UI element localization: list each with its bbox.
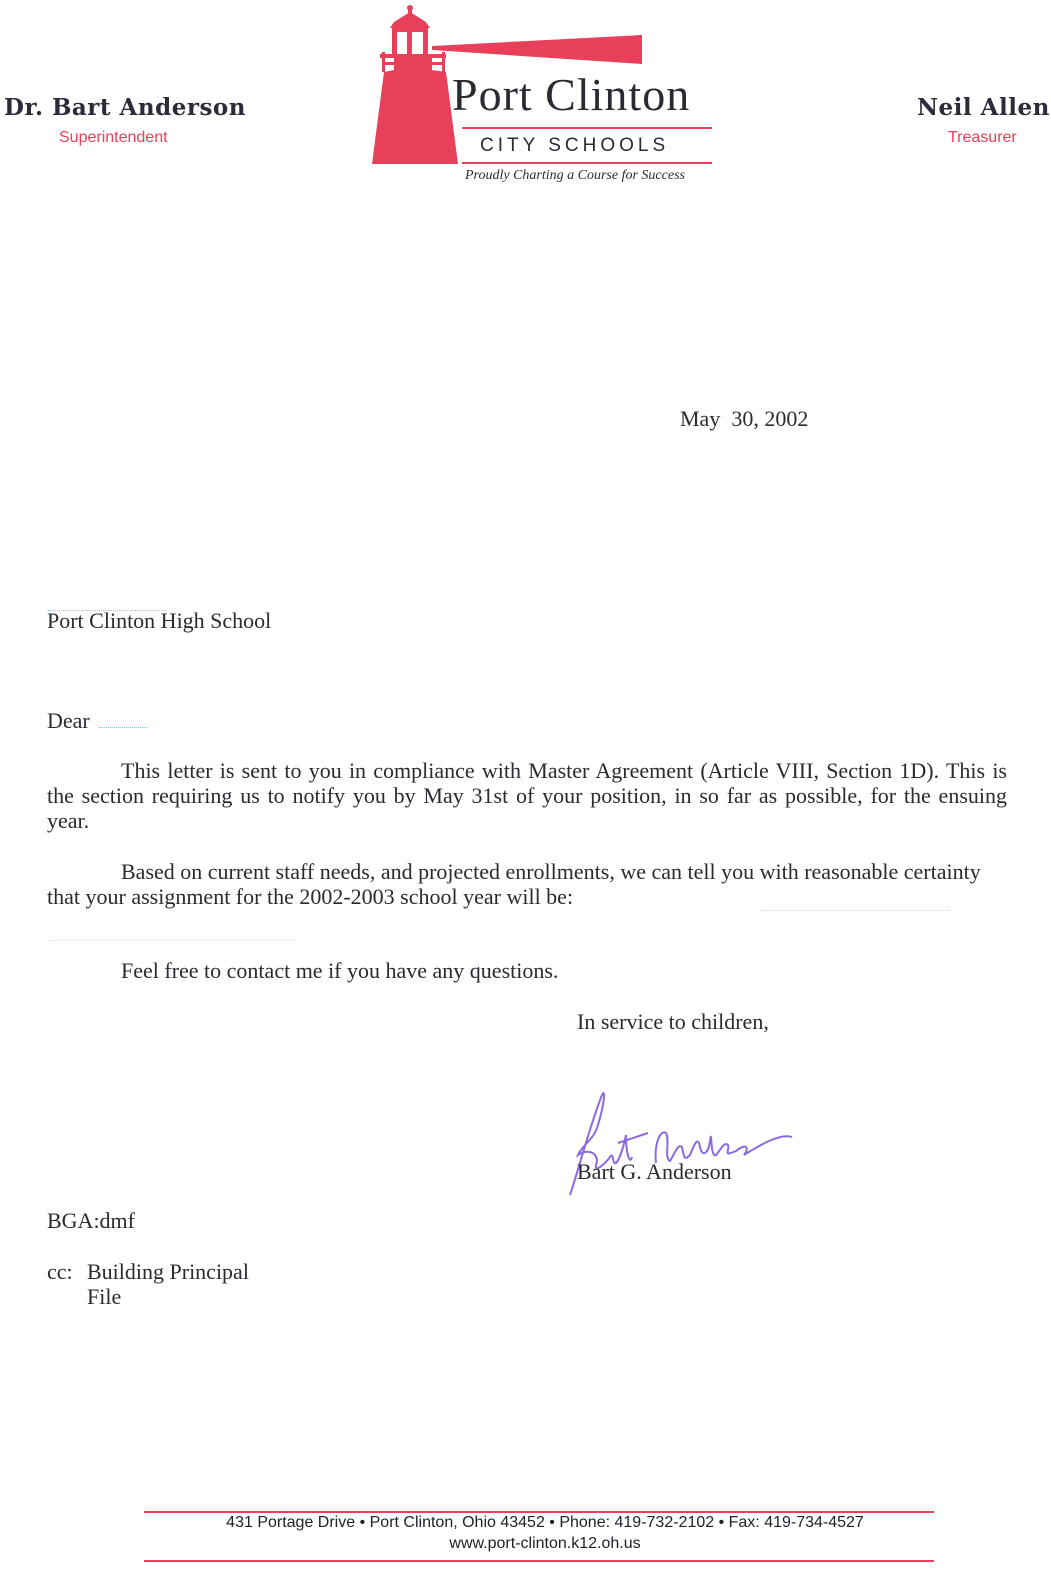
paragraph-compliance: This letter is sent to you in compliance with Master Agreement (Article VIII, Section 1D). This is the section requiring us to notify you by May 31st of your position, in so far as possible, for the ensuing year. (47, 758, 1007, 833)
logo-title: Port Clinton (452, 69, 691, 120)
logo-subtitle: CITY SCHOOLS (480, 135, 670, 156)
cc-item: File (87, 1284, 122, 1309)
redacted-assignment (760, 898, 950, 916)
typist-initials: BGA:dmf (47, 1208, 135, 1233)
district-logo (370, 2, 720, 192)
cc-item: Building Principal (87, 1259, 249, 1284)
recipient-school: Port Clinton High School (47, 608, 272, 633)
redacted-salutation-name (99, 727, 147, 728)
treasurer-title: Treasurer (948, 129, 1017, 146)
logo-tagline: Proudly Charting a Course for Success (465, 168, 685, 183)
footer-divider-top (144, 1511, 934, 1513)
superintendent-title: Superintendent (59, 129, 168, 146)
cc-list (87, 1259, 249, 1309)
paragraph-assignment: Based on current staff needs, and projected enrollments, we can tell you with reasonable certainty that your assignment for the 2002-2003 school year will be: (47, 859, 981, 909)
salutation-text: Dear (47, 708, 90, 733)
superintendent-name: Dr. Bart Anderson (4, 94, 246, 121)
logo-divider-bottom (462, 162, 712, 164)
logo-divider-top (462, 127, 712, 129)
footer-website: www.port-clinton.k12.oh.us (449, 1535, 641, 1552)
closing: In service to children, (577, 1009, 769, 1034)
treasurer-name: Neil Allen (917, 94, 1050, 121)
footer-address: 431 Portage Drive • Port Clinton, Ohio 43452 • Phone: 419-732-2102 • Fax: 419-734-4527 (226, 1514, 864, 1531)
salutation (47, 708, 147, 733)
redacted-assignment-cont (48, 928, 298, 946)
cc-label: cc: (47, 1259, 73, 1284)
letter-date: May 30, 2002 (680, 406, 809, 431)
paragraph-contact: Feel free to contact me if you have any questions. (121, 958, 559, 983)
signature-name: Bart G. Anderson (577, 1159, 732, 1184)
footer-divider-bottom (144, 1560, 934, 1562)
